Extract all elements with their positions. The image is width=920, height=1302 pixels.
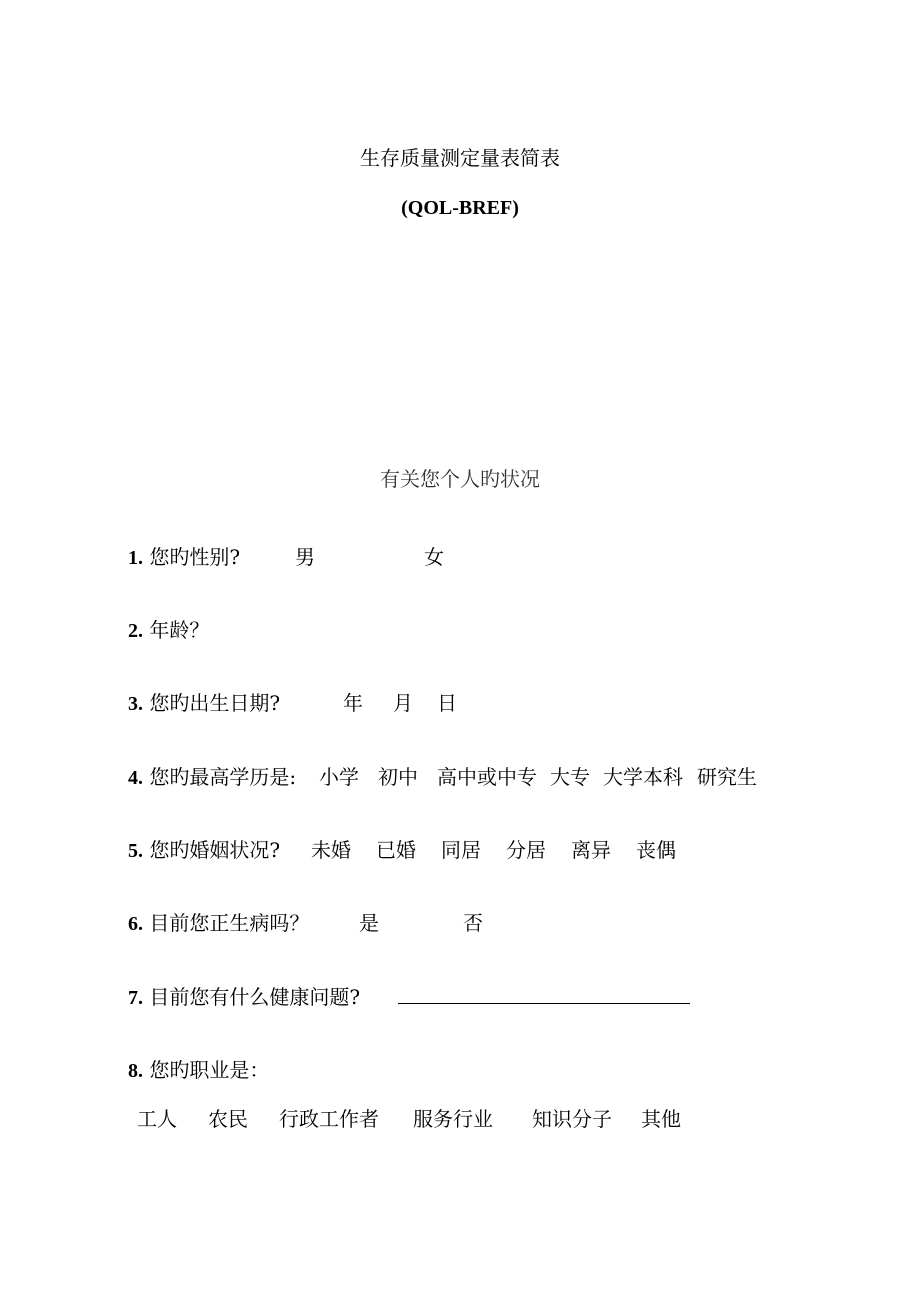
question-number: 5. — [128, 840, 143, 862]
option-farmer[interactable]: 农民 — [208, 1107, 248, 1131]
option-cohabiting[interactable]: 同居 — [441, 838, 481, 862]
question-text: 目前您正生病吗？ — [149, 911, 310, 935]
option-no[interactable]: 否 — [463, 911, 483, 935]
option-bachelor[interactable]: 大学本科 — [603, 765, 683, 789]
question-number: 1. — [128, 547, 143, 569]
option-married[interactable]: 已婚 — [376, 838, 416, 862]
question-text: 年龄？ — [149, 618, 210, 642]
section-heading: 有关您个人旳状况 — [380, 467, 540, 491]
option-administrator[interactable]: 行政工作者 — [279, 1107, 379, 1131]
option-day: 日 — [437, 691, 457, 715]
option-unmarried[interactable]: 未婚 — [311, 838, 351, 862]
question-text: 您旳性别? — [149, 545, 241, 569]
option-separated[interactable]: 分居 — [506, 838, 546, 862]
option-intellectual[interactable]: 知识分子 — [532, 1107, 612, 1131]
question-5 — [128, 838, 280, 863]
option-divorced[interactable]: 离异 — [571, 838, 611, 862]
question-text: 您旳最高学历是: — [149, 765, 297, 789]
question-number: 3. — [128, 693, 143, 715]
question-number: 4. — [128, 767, 143, 789]
option-junior-high[interactable]: 初中 — [378, 765, 418, 789]
option-worker[interactable]: 工人 — [137, 1107, 177, 1131]
question-1 — [128, 545, 240, 570]
question-number: 8. — [128, 1060, 143, 1082]
question-text: 您旳职业是： — [149, 1058, 270, 1082]
option-female[interactable]: 女 — [424, 545, 444, 569]
question-number: 2. — [128, 620, 143, 642]
option-primary-school[interactable]: 小学 — [319, 765, 359, 789]
option-high-school[interactable]: 高中或中专 — [437, 765, 537, 789]
option-college[interactable]: 大专 — [550, 765, 590, 789]
document-title: 生存质量测定量表简表 — [360, 146, 560, 170]
question-text: 您旳出生日期? — [149, 691, 281, 715]
health-problem-answer-line[interactable] — [398, 1003, 690, 1004]
question-7 — [128, 985, 360, 1010]
question-number: 6. — [128, 913, 143, 935]
option-other[interactable]: 其他 — [641, 1107, 681, 1131]
option-widowed[interactable]: 丧偶 — [636, 838, 676, 862]
option-yes[interactable]: 是 — [359, 911, 379, 935]
question-text: 目前您有什么健康问题? — [149, 985, 361, 1009]
question-6 — [128, 911, 309, 936]
question-2 — [128, 618, 209, 643]
option-year: 年 — [343, 691, 363, 715]
question-8 — [128, 1058, 269, 1083]
option-male[interactable]: 男 — [295, 545, 315, 569]
question-3 — [128, 691, 280, 716]
document-subtitle: (QOL-BREF) — [401, 197, 519, 219]
option-month: 月 — [393, 691, 413, 715]
question-number: 7. — [128, 987, 143, 1009]
question-4 — [128, 765, 296, 790]
question-text: 您旳婚姻状况? — [149, 838, 281, 862]
option-graduate[interactable]: 研究生 — [697, 765, 757, 789]
option-service-industry[interactable]: 服务行业 — [413, 1107, 493, 1131]
